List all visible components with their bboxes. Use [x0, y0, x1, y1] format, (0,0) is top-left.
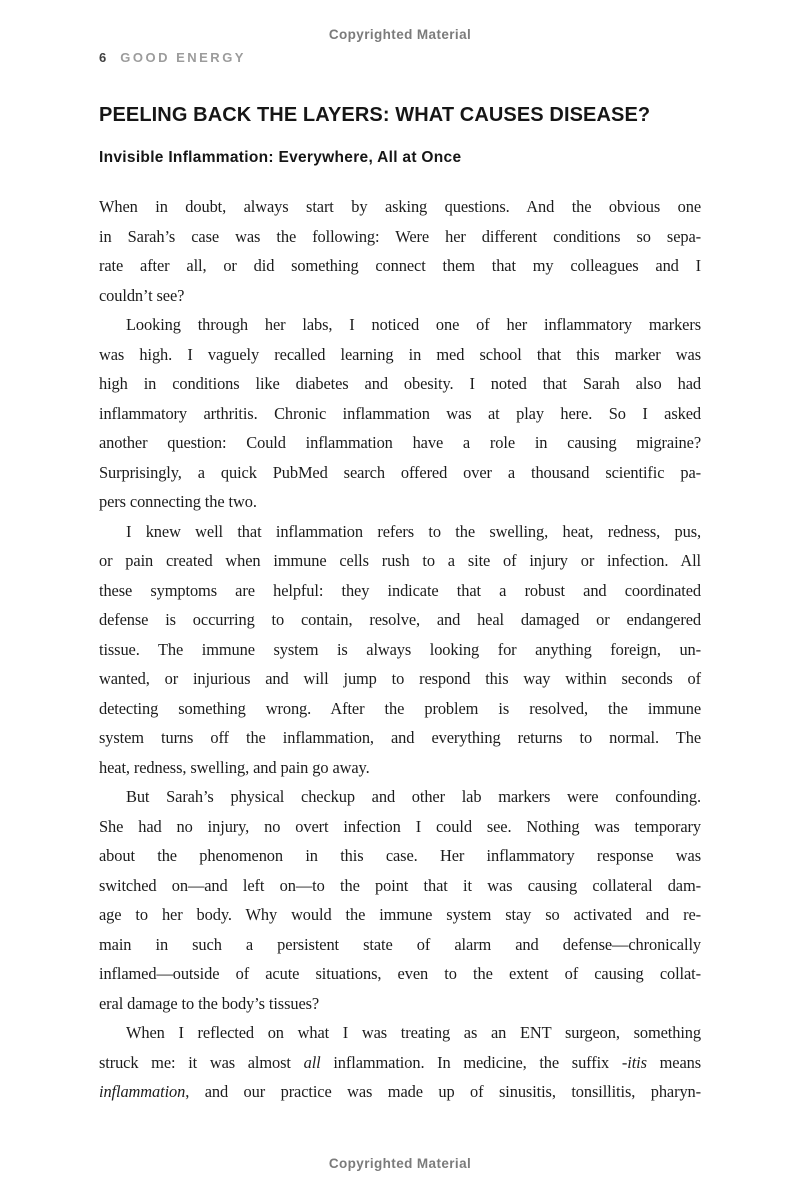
text-line: Looking through her labs, I noticed one of her inflammatory markers: [126, 315, 701, 334]
section-heading: PEELING BACK THE LAYERS: WHAT CAUSES DISEASE?: [99, 104, 651, 126]
text-line: in Sarah’s case was the following: Were her different conditions so sepa-: [99, 226, 701, 246]
text-line: these symptoms are helpful: they indicate that a robust and coordinated: [99, 580, 701, 600]
text-line: heat, redness, swelling, and pain go away.: [99, 757, 370, 777]
text-line: inflammation, and our practice was made up of sinusitis, tonsillitis, pharyn-: [99, 1082, 701, 1101]
text-line: inflamed—outside of acute situations, even to the extent of causing collat-: [99, 964, 701, 983]
text-line: wanted, or injurious and will jump to respond this way within seconds of: [99, 669, 701, 688]
paragraph: [99, 192, 701, 310]
text-line: defense is occurring to contain, resolve, and heal damaged or endangered: [99, 610, 701, 629]
text-line: struck me: it was almost all inflammation. In medicine, the suffix -itis means: [99, 1052, 701, 1072]
text-line: or pain created when immune cells rush to a site of injury or infection. All: [99, 551, 701, 570]
paragraph: [99, 1018, 701, 1107]
text-line: She had no injury, no overt infection I could see. Nothing was temporary: [99, 816, 701, 836]
text-line: When in doubt, always start by asking questions. And the obvious one: [99, 197, 701, 216]
text-line: main in such a persistent state of alarm and defense—chronically: [99, 934, 701, 954]
running-header: [99, 50, 246, 65]
copyright-notice-bottom: Copyrighted Material: [328, 1156, 472, 1171]
paragraph: [99, 782, 701, 1018]
body-text: [99, 192, 701, 1107]
text-line: pers connecting the two.: [99, 492, 257, 511]
text-line: tissue. The immune system is always looking for anything foreign, un-: [99, 639, 701, 659]
text-line: Surprisingly, a quick PubMed search offered over a thousand scientific pa-: [99, 462, 701, 482]
copyright-notice-top: Copyrighted Material: [328, 27, 472, 42]
book-title: GOOD ENERGY: [120, 50, 246, 65]
text-line: eral damage to the body’s tissues?: [99, 993, 320, 1013]
text-line: rate after all, or did something connect them that my colleagues and I: [99, 256, 701, 275]
text-line: switched on—and left on—to the point that it was causing collateral dam-: [99, 875, 701, 895]
text-line: age to her body. Why would the immune system stay so activated and re-: [99, 905, 701, 924]
text-line: couldn’t see?: [99, 285, 185, 305]
text-line: But Sarah’s physical checkup and other lab markers were confounding.: [126, 787, 701, 806]
sub-heading: Invisible Inflammation: Everywhere, All at Once: [99, 149, 462, 166]
text-line: When I reflected on what I was treating as an ENT surgeon, something: [126, 1023, 701, 1042]
text-line: system turns off the inflammation, and everything returns to normal. The: [99, 728, 701, 747]
text-line: I knew well that inflammation refers to the swelling, heat, redness, pus,: [126, 521, 701, 541]
page-number: 6: [99, 50, 108, 65]
text-line: detecting something wrong. After the problem is resolved, the immune: [99, 698, 701, 718]
paragraph: [99, 517, 701, 783]
text-line: inflammatory arthritis. Chronic inflammation was at play here. So I asked: [99, 403, 701, 423]
paragraph: [99, 310, 701, 517]
text-line: high in conditions like diabetes and obesity. I noted that Sarah also had: [99, 374, 701, 393]
text-line: another question: Could inflammation have a role in causing migraine?: [99, 433, 701, 452]
text-line: about the phenomenon in this case. Her inflammatory response was: [99, 846, 701, 865]
text-line: was high. I vaguely recalled learning in med school that this marker was: [99, 344, 701, 364]
